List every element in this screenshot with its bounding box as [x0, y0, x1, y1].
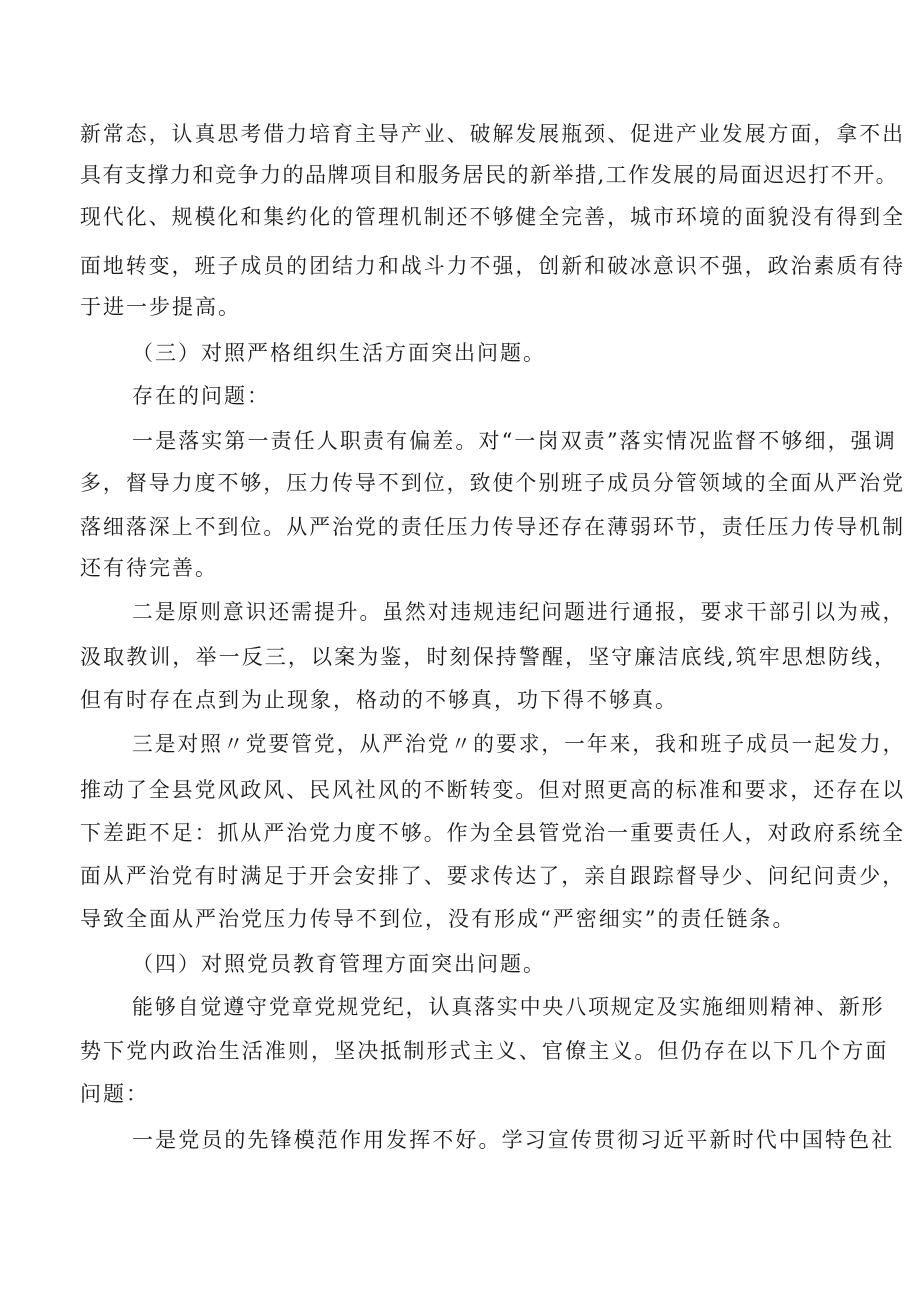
section-heading: （四）对照党员教育管理方面突出问题。: [132, 952, 546, 976]
text-line: 三是对照〃党要管党，从严治党〃的要求，一年来，我和班子成员一起发力，: [132, 732, 906, 756]
text-line: 一是党员的先锋模范作用发挥不好。学习宣传贯彻习近平新时代中国特色社: [132, 1128, 895, 1152]
text-line: 势下党内政治生活准则，坚决抵制形式主义、官僚主义。但仍存在以下几个方面: [80, 1039, 889, 1063]
text-line: 一是落实第一责任人职责有偏差。对“一岗双责”落实情况监督不够细，强调: [132, 429, 897, 453]
section-heading: （三）对照严格组织生活方面突出问题。: [132, 341, 546, 365]
text-line: 于进一步提高。: [80, 295, 241, 319]
text-line: 具有支撑力和竞争力的品牌项目和服务居民的新举措,工作发展的局面迟迟打不开。: [80, 163, 899, 187]
text-line: 推动了全县党风政风、民风社风的不断转变。但对照更高的标准和要求，还存在以: [80, 778, 906, 802]
text-line: 但有时存在点到为止现象，格动的不够真，功下得不够真。: [80, 688, 678, 712]
text-line: 还有待完善。: [80, 556, 218, 580]
text-line: 二是原则意识还需提升。虽然对违规违纪问题进行通报，要求干部引以为戒，: [132, 600, 906, 624]
text-line: 导致全面从严治党压力传导不到位，没有形成“严密细实”的责任链条。: [80, 907, 796, 931]
text-line: 面从严治党有时满足于开会安排了、要求传达了，亲自跟踪督导少、问纪问责少，: [80, 864, 906, 888]
text-line: 现代化、规模化和集约化的管理机制还不够健全完善，城市环境的面貌没有得到全: [80, 205, 906, 229]
text-line: 能够自觉遵守党章党规党纪，认真落实中央八项规定及实施细则精神、新形: [132, 995, 885, 1019]
text-line: 落细落深上不到位。从严治党的责任压力传导还存在薄弱环节，责任压力传导机制: [80, 515, 906, 539]
text-line: 问题：: [80, 1082, 149, 1106]
text-line: 新常态，认真思考借力培育主导产业、破解发展瓶颈、促进产业发展方面，拿不出: [80, 122, 906, 146]
text-line: 汲取教训，举一反三，以案为鉴，时刻保持警醒，坚守廉洁底线,筑牢思想防线，: [80, 645, 898, 669]
text-line: 多，督导力度不够，压力传导不到位，致使个别班子成员分管领域的全面从严治党: [80, 471, 906, 495]
text-line: 存在的问题：: [132, 384, 270, 408]
text-line: 下差距不足：抓从严治党力度不够。作为全县管党治一重要责任人，对政府系统全: [80, 821, 906, 845]
text-line: 面地转变，班子成员的团结力和战斗力不强，创新和破冰意识不强，政治素质有待: [80, 254, 906, 278]
